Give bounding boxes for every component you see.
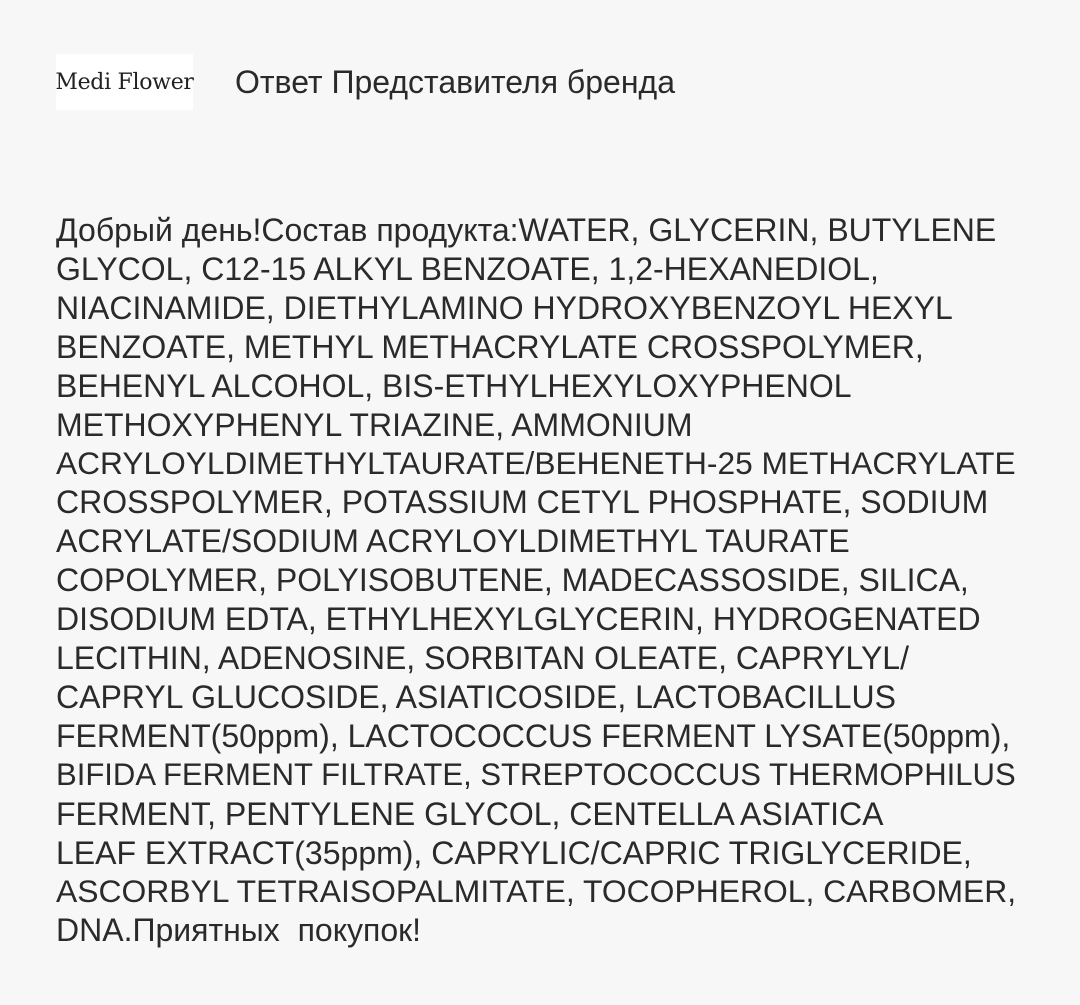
- response-text-line: ASCORBYL TETRAISOPALMITATE, TOCOPHEROL, CARBOMER,: [56, 873, 1017, 910]
- response-text-line: BIFIDA FERMENT FILTRATE, STREPTOCOCCUS THERMOPHILUS: [56, 756, 1016, 792]
- response-text-line: Добрый день!Состав продукта:WATER, GLYCERIN, BUTYLENE: [56, 212, 997, 248]
- response-text-line: BENZOATE, METHYL METHACRYLATE CROSSPOLYMER,: [56, 328, 924, 365]
- brand-response-header: [56, 54, 675, 110]
- response-text-line: FERMENT(50ppm), LACTOCOCCUS FERMENT LYSATE(50ppm),: [56, 717, 1011, 754]
- response-text-line: LEAF EXTRACT(35ppm), CAPRYLIC/CAPRIC TRIGLYCERIDE,: [56, 834, 972, 871]
- response-text-line: DNA.Приятных покупок!: [56, 912, 422, 949]
- brand-logo: Medi Flower: [56, 54, 193, 110]
- response-text-line: CAPRYL GLUCOSIDE, ASIATICOSIDE, LACTOBACILLUS: [56, 678, 896, 715]
- response-title: Ответ Представителя бренда: [235, 63, 675, 100]
- response-text-line: GLYCOL, C12-15 ALKYL BENZOATE, 1,2-HEXANEDIOL,: [56, 250, 879, 287]
- response-text-line: LECITHIN, ADENOSINE, SORBITAN OLEATE, CAPRYLYL/: [56, 639, 909, 676]
- response-text-line: BEHENYL ALCOHOL, BIS-ETHYLHEXYLOXYPHENOL: [56, 367, 852, 404]
- response-text-line: CROSSPOLYMER, POTASSIUM CETYL PHOSPHATE, SODIUM: [56, 484, 989, 521]
- response-text-line: NIACINAMIDE, DIETHYLAMINO HYDROXYBENZOYL HEXYL: [56, 289, 953, 326]
- response-text-line: COPOLYMER, POLYISOBUTENE, MADECASSOSIDE, SILICA,: [56, 562, 969, 599]
- response-text-line: DISODIUM EDTA, ETHYLHEXYLGLYCERIN, HYDROGENATED: [56, 601, 981, 638]
- response-text-line: ACRYLOYLDIMETHYLTAURATE/BEHENETH-25 METHACRYLATE: [56, 445, 1016, 482]
- response-text-line: ACRYLATE/SODIUM ACRYLOYLDIMETHYL TAURATE: [56, 523, 850, 560]
- response-text-line: METHOXYPHENYL TRIAZINE, AMMONIUM: [56, 406, 693, 443]
- brand-response-text: [56, 211, 1016, 950]
- response-text-line: FERMENT, PENTYLENE GLYCOL, CENTELLA ASIATICA: [56, 795, 884, 832]
